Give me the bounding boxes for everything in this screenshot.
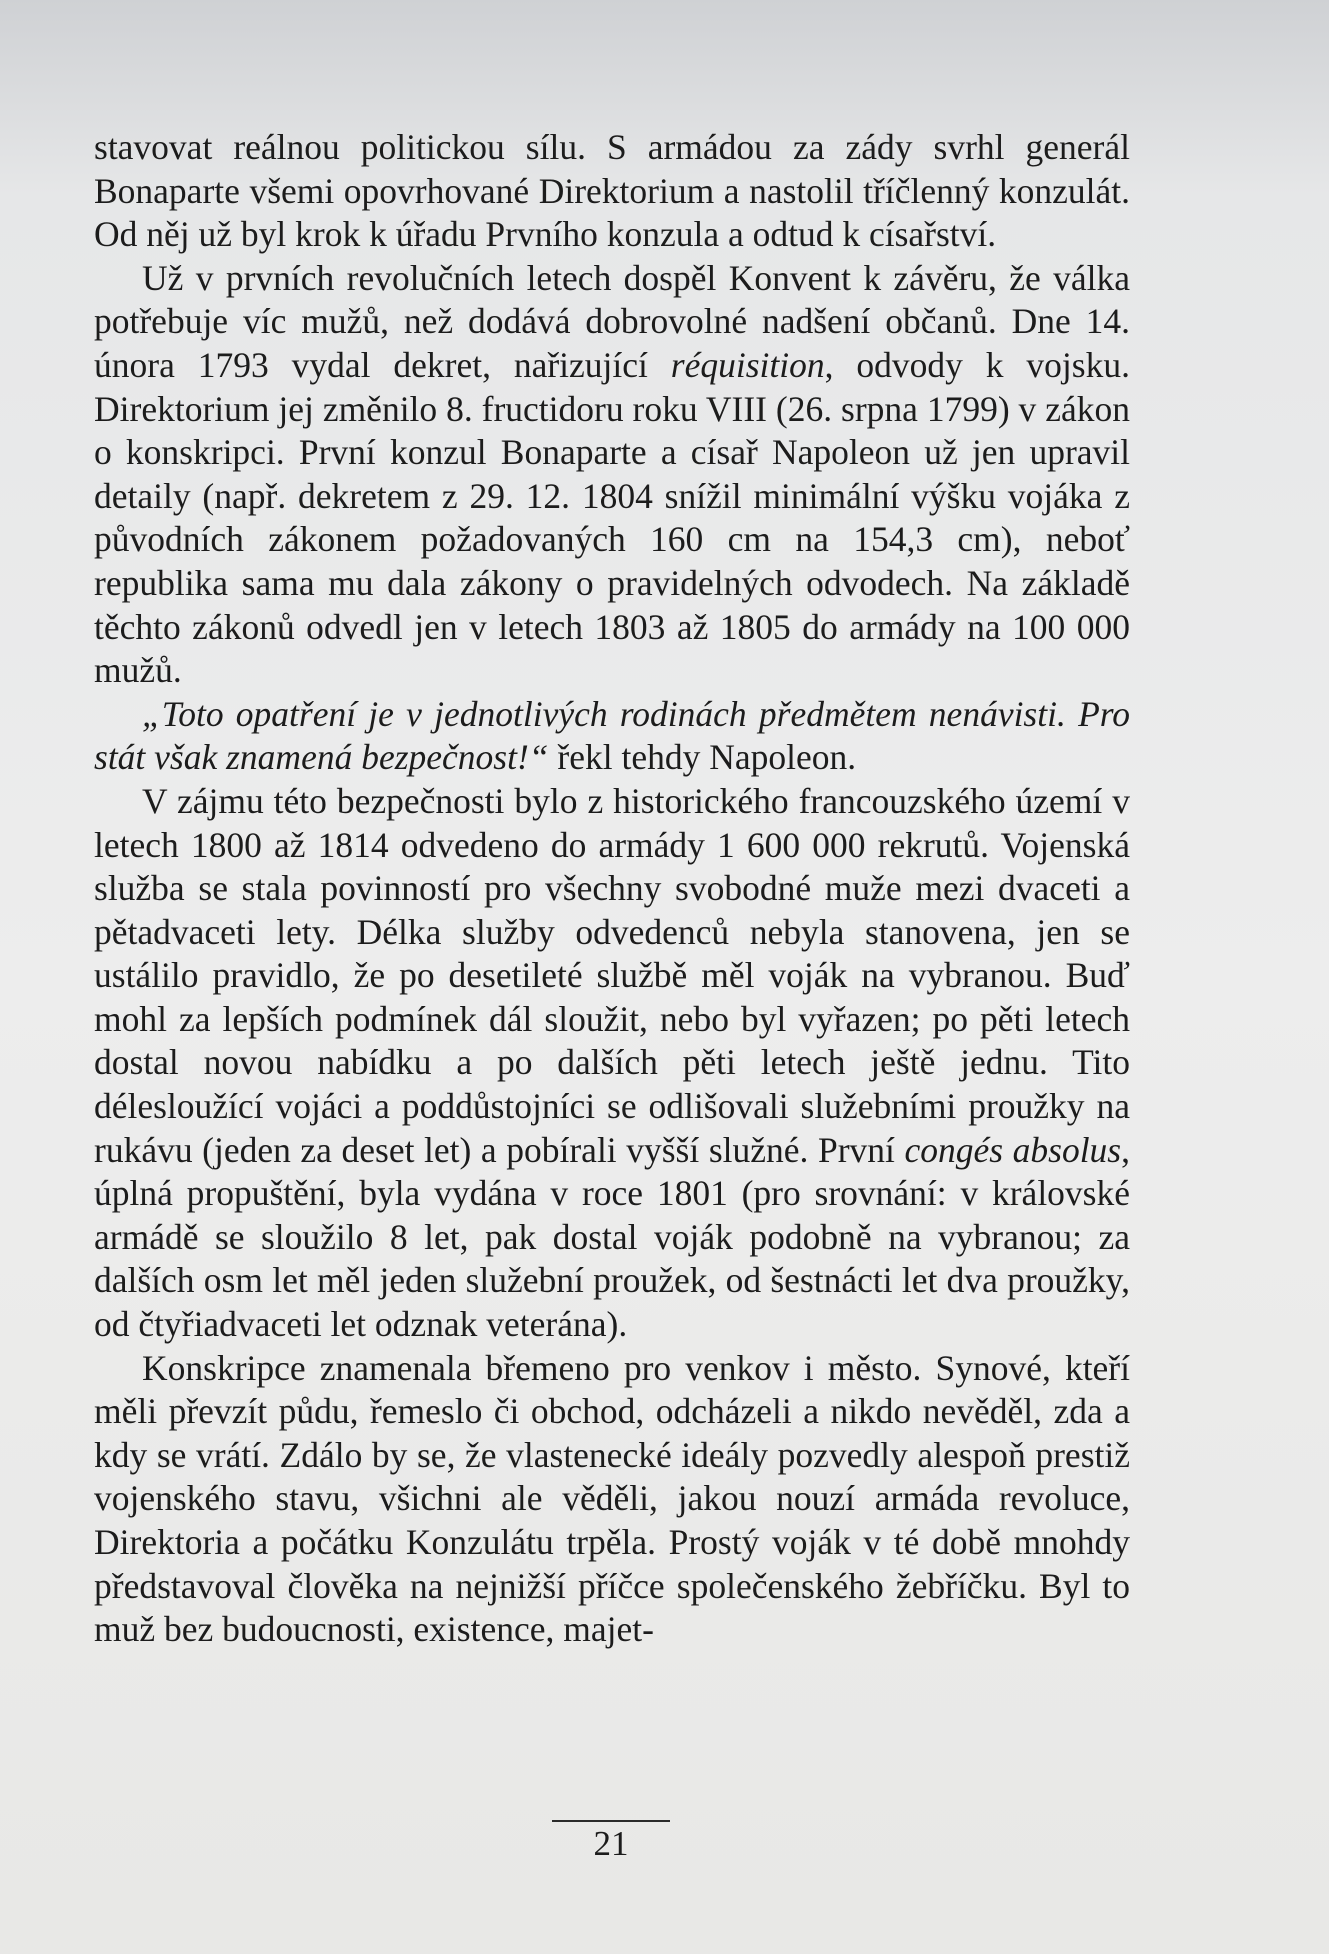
paragraph-text: Už v prvních revolučních letech dospěl Konvent k závěru, že válka potřebuje víc mužů, než dodává dobrovolné nadšení občanů. Dne 14. února 1793 vydal dekret, nařizující (94, 257, 1130, 385)
paragraph-text: Konskripce znamenala břemeno pro venkov i město. Synové, kteří měli převzít půdu, řemeslo či obchod, odcházeli a nikdo nevěděl, zda a kdy se vrátí. Zdálo by se, že vlastenecké ideály pozvedly alespoň prestiž vojenského stavu, všichni ale věděli, jakou nouzí armáda revoluce, Direktoria a počátku Konzulátu trpěla. Prostý voják v té době mnohdy představoval člověka na nejnižší příčce společenského žebříčku. Byl to muž bez budoucnosti, existence, majet- (94, 1347, 1130, 1650)
paragraph-text: , úplná propuštění, byla vydána v roce 1801 (pro srovnání: v královské armádě se sloužilo 8 let, pak dostal voják podobně na vybranou; za dalších osm let měl jeden služební proužek, od šestnácti let dva proužky, od čtyřiadvaceti let odznak veterána). (94, 1129, 1130, 1345)
paragraph-1 (94, 126, 1130, 257)
napoleon-quote: „Toto opatření je v jednotlivých rodinách předmětem nenávisti. Pro stát však znamená bezpečnost!“ (94, 693, 1130, 778)
paragraph-text: stavovat reálnou politickou sílu. S armádou za zády svrhl generál Bonaparte všemi opovrhované Direktorium a nastolil tříčlenný konzulát. Od něj už byl krok k úřadu Prvního konzula a odtud k císařství. (94, 127, 1130, 255)
italic-term-requisition: réquisition (670, 344, 825, 385)
paragraph-3-quote (94, 693, 1130, 780)
paragraph-4 (94, 780, 1130, 1347)
italic-term-conges-absolus: congés absolus (904, 1129, 1122, 1170)
paragraph-text: řekl tehdy Napoleon. (548, 737, 857, 778)
paragraph-5 (94, 1347, 1130, 1652)
paragraph-text: V zájmu této bezpečnosti bylo z historického francouzského území v letech 1800 až 1814 odvedeno do armády 1 600 000 rekrutů. Vojenská služba se stala povinností pro všechny svobodné muže mezi dvaceti a pětadvaceti lety. Délka služby odvedenců nebyla stanovena, jen se ustálilo pravidlo, že po desetileté službě měl voják na vybranou. Buď mohl za lepších podmínek dál sloužit, nebo byl vyřazen; po pěti letech dostal novou nabídku a po dalších pěti letech ještě jednu. Tito délesloužící vojáci a poddůstojníci se odlišovali služebními proužky na rukávu (jeden za deset let) a pobírali vyšší služné. První (94, 780, 1130, 1170)
body-text (94, 126, 1130, 1652)
paragraph-2 (94, 257, 1130, 693)
paragraph-text: , odvody k vojsku. Direktorium jej změnilo 8. fructidoru roku VIII (26. srpna 1799) v zákon o konskripci. První konzul Bonaparte a císař Napoleon už jen upravil detaily (např. dekretem z 29. 12. 1804 snížil minimální výšku vojáka z původních zákonem požadovaných 160 cm na 154,3 cm), neboť republika sama mu dala zákony o pravidelných odvodech. Na základě těchto zákonů odvedl jen v letech 1803 až 1805 do armády na 100 000 mužů. (94, 344, 1130, 691)
page-number: 21 (593, 1824, 629, 1863)
